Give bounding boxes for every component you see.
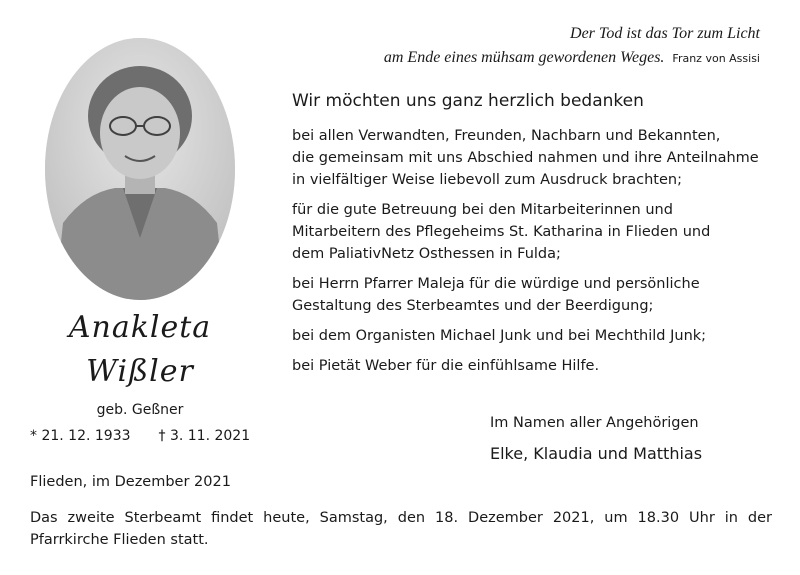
death-date: † 3. 11. 2021 bbox=[158, 428, 251, 444]
thanks-paragraph bbox=[292, 273, 772, 317]
portrait-image bbox=[45, 38, 235, 300]
quote-block bbox=[260, 22, 760, 71]
place-date: Flieden, im Dezember 2021 bbox=[30, 474, 231, 490]
first-name: Anakleta bbox=[68, 310, 212, 345]
thanks-paragraph bbox=[292, 125, 772, 191]
thanks-line: in vielfältiger Weise liebevoll zum Ausdruck brachten; bbox=[292, 172, 682, 188]
thanks-heading: Wir möchten uns ganz herzlich bedanken bbox=[292, 91, 644, 111]
family-signature bbox=[490, 412, 702, 465]
thanks-paragraph bbox=[292, 355, 772, 377]
last-name: Wißler bbox=[86, 354, 194, 389]
thanks-line: für die gute Betreuung bei den Mitarbeiterinnen und bbox=[292, 202, 673, 218]
thanks-line: Gestaltung des Sterbeamtes und der Beerdigung; bbox=[292, 298, 654, 314]
quote-line-2: am Ende eines mühsam gewordenen Weges. bbox=[383, 49, 665, 66]
portrait-photo bbox=[45, 38, 235, 300]
thanks-line: bei dem Organisten Michael Junk und bei Mechthild Junk; bbox=[292, 328, 707, 344]
thanks-line: dem PaliativNetz Osthessen in Fulda; bbox=[292, 246, 561, 262]
service-note: Das zweite Sterbeamt findet heute, Samstag, den 18. Dezember 2021, um 18.30 Uhr in der Pfarrkirche Flieden statt. bbox=[30, 510, 772, 548]
quote-author: Franz von Assisi bbox=[672, 52, 760, 65]
life-dates bbox=[30, 428, 270, 444]
quote-line-1: Der Tod ist das Tor zum Licht bbox=[570, 25, 760, 42]
family-intro: Im Namen aller Angehörigen bbox=[490, 415, 699, 431]
thanks-line: Mitarbeitern des Pflegeheims St. Katharina in Flieden und bbox=[292, 224, 711, 240]
thanks-section bbox=[292, 90, 772, 385]
thanks-line: bei allen Verwandten, Freunden, Nachbarn und Bekannten, bbox=[292, 128, 721, 144]
thanks-line: bei Herrn Pfarrer Maleja für die würdige und persönliche bbox=[292, 276, 700, 292]
thanks-line: die gemeinsam mit uns Abschied nahmen und ihre Anteilnahme bbox=[292, 150, 759, 166]
family-names: Elke, Klaudia und Matthias bbox=[490, 444, 703, 463]
thanks-paragraph bbox=[292, 199, 772, 265]
thanks-paragraph bbox=[292, 325, 772, 347]
quote-line-2-row bbox=[260, 46, 760, 71]
birth-date: * 21. 12. 1933 bbox=[30, 428, 131, 444]
birth-name: geb. Geßner bbox=[96, 402, 184, 418]
thanks-line: bei Pietät Weber für die einfühlsame Hilfe. bbox=[292, 358, 600, 374]
